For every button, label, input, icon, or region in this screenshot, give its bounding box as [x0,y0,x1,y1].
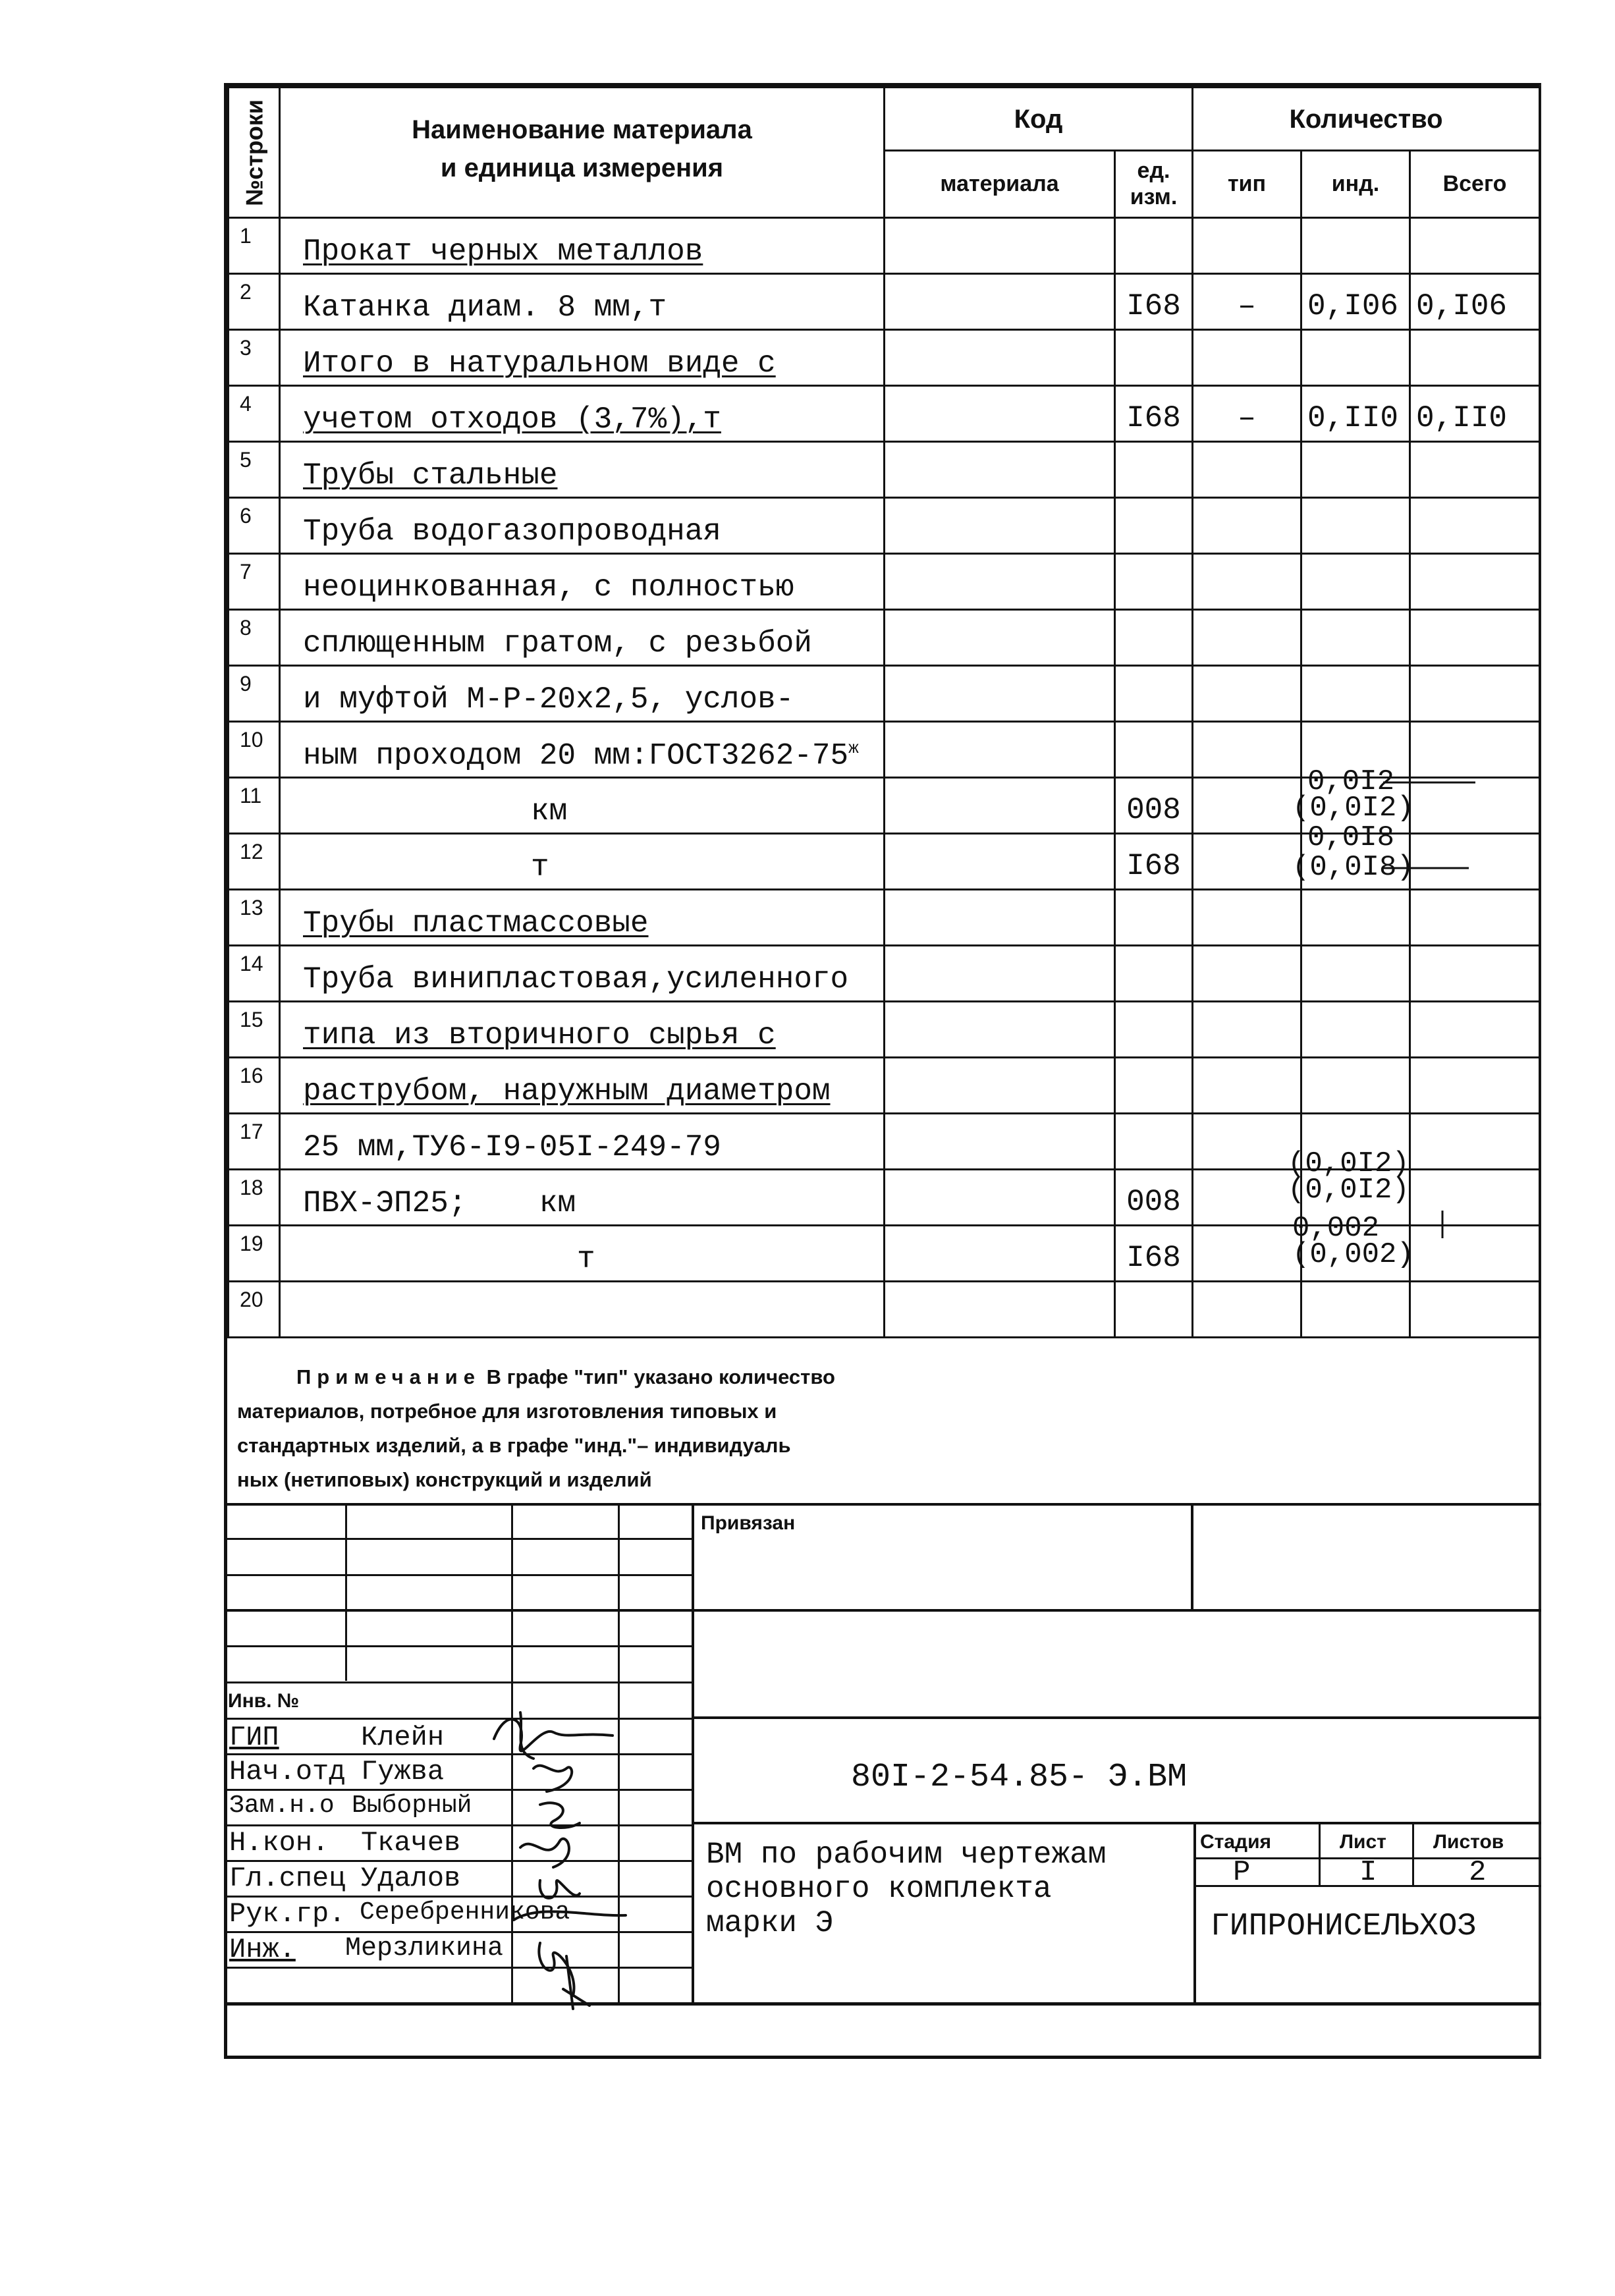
material-name-text: типа из вторичного сырья с [303,1018,776,1052]
document-description-line: марки Э [706,1906,834,1940]
staff-role: Рук.гр. [229,1898,346,1930]
staff-name: Удалов [361,1863,461,1894]
ind-header: инд. [1301,151,1410,218]
unit-code-cell: I68 [1115,386,1193,442]
ind-cell: 0,II0 [1301,386,1410,442]
row-number: 16 [229,1058,280,1114]
row-number: 10 [229,722,280,778]
row-number: 2 [229,274,280,330]
qty-annotation: 0,0I2 [1307,765,1395,798]
qty-annotation: (0,0I2) [1288,1147,1410,1180]
row-number: 14 [229,946,280,1002]
material-name-text: сплющенным гратом, с резьбой [303,626,812,661]
staff-role: Гл.спец [229,1863,346,1894]
staff-role: ГИП [229,1722,279,1753]
material-name-text: Труба винипластовая,усиленного [303,962,849,997]
row-number: 17 [229,1114,280,1170]
staff-name: Клейн [361,1722,445,1753]
name-header-line2: и единица измерения [440,153,724,182]
material-name-text: Прокат черных металлов [303,234,703,269]
row-number: 7 [229,554,280,610]
row-number: 19 [229,1226,280,1282]
staff-role: Зам.н.о [229,1791,335,1820]
quantity-header: Количество [1193,88,1540,151]
material-name-text: Катанка диам. 8 мм,т [303,290,667,325]
sheet-value: I [1359,1856,1377,1889]
row-number: 13 [229,890,280,946]
unit-code-cell: 008 [1115,1170,1193,1226]
row-number: 3 [229,330,280,386]
unit-code-cell: 008 [1115,778,1193,834]
qty-annotation: 0,002 [1292,1212,1380,1245]
stage-label: Стадия [1200,1831,1272,1853]
footnote-line: материалов, потребное для изготовления типовых и [237,1400,777,1423]
row-number: 9 [229,666,280,722]
qty-annotation: (0,002) [1292,1238,1414,1271]
material-name-text: и муфтой М-Р-20х2,5, услов- [303,682,794,717]
material-name-text: км [531,794,568,829]
gost-superscript: ж [848,738,859,758]
type-cell: – [1193,386,1301,442]
name-header-line1: Наименование материала [412,115,752,144]
row-number: 12 [229,834,280,890]
material-name-text: т [531,850,549,885]
unit-code-cell: I68 [1115,834,1193,890]
total-header: Всего [1410,151,1540,218]
sheet-label: Лист [1340,1831,1386,1853]
material-name-text: т [577,1242,595,1276]
code-header: Код [885,88,1193,151]
staff-name: Ткачев [361,1827,461,1859]
row-number: 1 [229,218,280,274]
stage-value: Р [1233,1856,1251,1889]
sheets-label: Листов [1433,1831,1504,1853]
staff-name: Гужва [361,1756,445,1788]
material-name-text: раструбом, наружным диаметром [303,1074,831,1108]
total-cell: 0,II0 [1410,386,1540,442]
row-number-header-text: №строки [240,99,267,206]
signature-scribbles [481,1706,672,2015]
material-name-text: Трубы стальные [303,458,558,493]
unit-code-header-line1: ед. [1137,158,1170,184]
material-name-text: ным проходом 20 мм:ГОСТ3262-75 [303,738,849,773]
staff-name: Мерзликина [345,1934,504,1963]
row-number: 6 [229,498,280,554]
row-number: 4 [229,386,280,442]
row-number: 5 [229,442,280,498]
footnote-line: ных (нетиповых) конструкций и изделий [237,1468,652,1491]
qty-annotation: (0,0I8) [1292,851,1414,884]
qty-annotation: (0,0I2) [1288,1174,1410,1207]
document-description-line: ВМ по рабочим чертежам [706,1838,1107,1872]
qty-annotation: (0,0I2) [1292,792,1414,825]
row-number: 15 [229,1002,280,1058]
type-cell: – [1193,274,1301,330]
material-name-text: Итого в натуральном виде с [303,346,776,381]
staff-role: Н.кон. [229,1827,329,1859]
material-code-header: материала [885,151,1115,218]
footnote-line: стандартных изделий, а в графе "инд."– индивидуаль [237,1434,791,1457]
staff-name: Серебренникова [360,1898,570,1927]
material-name-text: Трубы пластмассовые [303,906,649,941]
footnote-line1-text: В графе "тип" указано количество [486,1365,835,1388]
inventory-number-label: Инв. № [228,1690,300,1712]
unit-code-cell: I68 [1115,1226,1193,1282]
material-name-text: ПВХ-ЭП25; км [303,1186,576,1220]
document-designation: 80I-2-54.85- Э.ВМ [851,1759,1188,1796]
privyazan-label: Привязан [701,1512,796,1534]
total-cell: 0,I06 [1410,274,1540,330]
staff-role: Инж. [229,1934,296,1965]
material-name-text: неоцинкованная, с полностью [303,570,794,605]
unit-code-header-line2: изм. [1130,184,1178,209]
unit-code-cell: I68 [1115,274,1193,330]
qty-annotation: 0,0I8 [1307,821,1395,854]
staff-name: Выборный [352,1791,472,1820]
material-name-text: Труба водогазопроводная [303,514,721,549]
row-number: 8 [229,610,280,666]
row-number: 18 [229,1170,280,1226]
ind-cell: 0,I06 [1301,274,1410,330]
material-name-text: 25 мм,ТУ6-I9-05I-249-79 [303,1130,721,1164]
type-header: тип [1193,151,1301,218]
row-number: 11 [229,778,280,834]
organization-name: ГИПРОНИСЕЛЬХОЗ [1211,1909,1477,1944]
document-description-line: основного комплекта [706,1872,1052,1906]
footnote-title: Примечание [296,1365,481,1388]
staff-role: Нач.отд [229,1756,346,1788]
sheets-value: 2 [1469,1856,1487,1889]
material-name-text: учетом отходов (3,7%),т [303,402,721,437]
row-number: 20 [229,1282,280,1338]
